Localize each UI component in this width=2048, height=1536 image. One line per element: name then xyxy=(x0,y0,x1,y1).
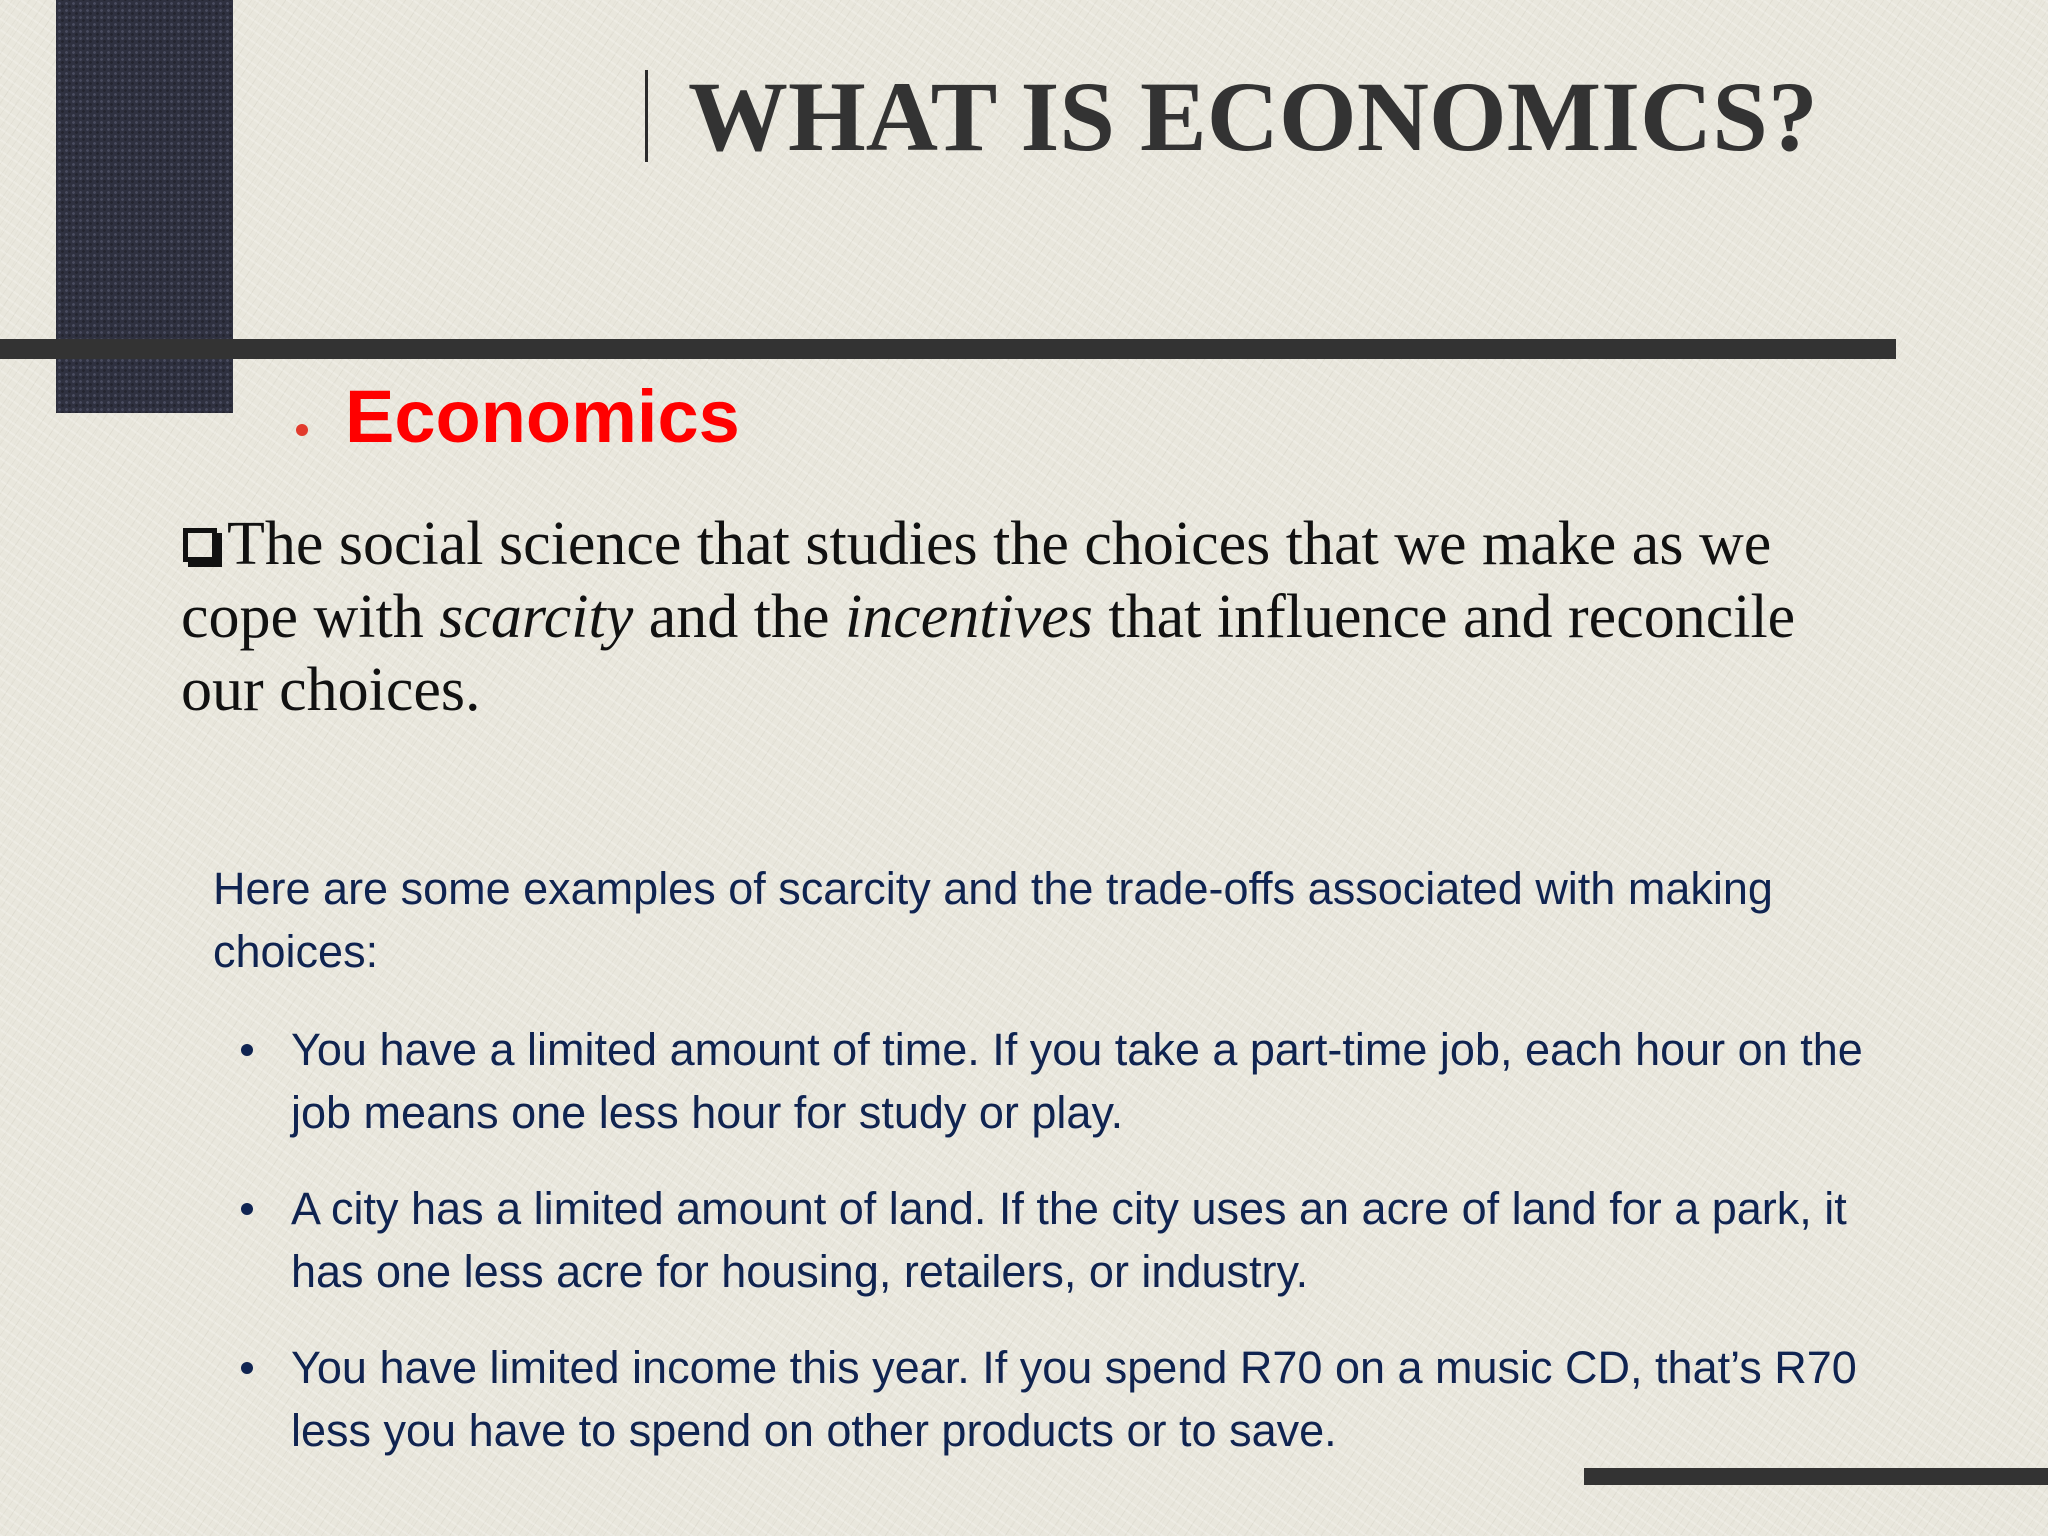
list-item-text: You have a limited amount of time. If you take a part-time job, each hour on the job means one less hour for study or play. xyxy=(291,1024,1863,1138)
definition-emphasis-incentives: incentives xyxy=(845,583,1093,651)
examples-intro: Here are some examples of scarcity and the trade-offs associated with making choices: xyxy=(213,863,1773,977)
list-item xyxy=(213,1177,1873,1303)
definition-text: and the xyxy=(633,583,845,651)
title-accent-bar xyxy=(645,70,648,162)
examples-list xyxy=(213,1018,1873,1495)
list-item xyxy=(213,1018,1873,1144)
definition-text: that influence and reconcile our choices. xyxy=(181,583,1796,724)
definition-text: The social science that studies the choices that we make as we cope with xyxy=(181,510,1772,651)
bullet-icon xyxy=(241,1044,253,1056)
section-heading: Economics xyxy=(345,375,740,458)
definition-paragraph xyxy=(181,508,1821,727)
list-item-text: You have limited income this year. If you spend R70 on a music CD, that’s R70 less you have to spend on other products or to save. xyxy=(291,1342,1857,1456)
checkbox-bullet-icon xyxy=(183,528,217,562)
bullet-icon xyxy=(241,1362,253,1374)
heading-bullet-icon xyxy=(296,424,308,436)
list-item xyxy=(213,1336,1873,1462)
list-item-text: A city has a limited amount of land. If the city uses an acre of land for a park, it has one less acre for housing, retailers, or industry. xyxy=(291,1183,1847,1297)
bullet-icon xyxy=(241,1203,253,1215)
header-divider xyxy=(0,339,1896,359)
slide-title: WHAT IS ECONOMICS? xyxy=(688,61,1818,172)
definition-emphasis-scarcity: scarcity xyxy=(439,583,634,651)
